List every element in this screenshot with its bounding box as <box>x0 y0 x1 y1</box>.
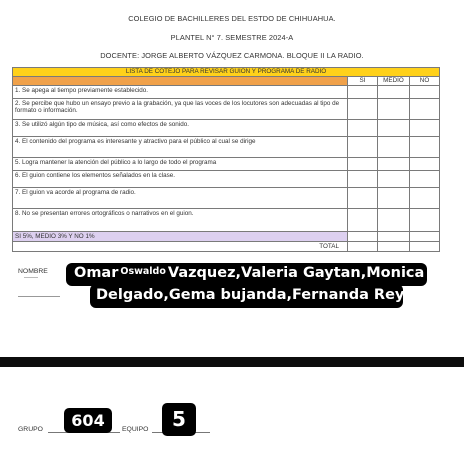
grupo-value: 604 <box>64 408 112 433</box>
cell-si <box>348 99 378 120</box>
cell-si <box>348 86 378 99</box>
equipo-label: EQUIPO <box>122 426 149 433</box>
scoring-legend: SI 5%, MEDIO 3% Y NO 1% <box>13 232 348 242</box>
checklist-table <box>12 67 440 252</box>
cell-no <box>410 188 440 209</box>
table-row <box>13 188 440 209</box>
nombre-label: NOMBRE <box>18 268 48 275</box>
cell-si <box>348 232 378 242</box>
names-rest-line-1: Vazquez,Valeria Gaytan,Monica <box>167 265 425 281</box>
nombre-stub-line <box>24 277 38 278</box>
criterion-2: 2. Se percibe que hubo un ensayo previo a la grabación, ya que las voces de los locutores son adecuadas al tipo de formato o información. <box>13 99 348 120</box>
nombre-underline <box>18 296 60 297</box>
names-box-line-2 <box>90 284 423 308</box>
cell-medio <box>378 86 410 99</box>
grupo-label: GRUPO <box>18 426 43 433</box>
name-omar: Omar <box>74 265 119 281</box>
cell-si <box>348 137 378 158</box>
divider-band <box>0 357 464 367</box>
cell-medio <box>378 209 410 232</box>
cell-no <box>410 171 440 188</box>
cell-medio <box>378 188 410 209</box>
criterion-3: 3. Se utilizó algún tipo de música, así como efectos de sonido. <box>13 120 348 137</box>
column-no: NO <box>410 77 440 86</box>
total-si <box>348 242 378 252</box>
cell-no <box>410 86 440 99</box>
table-row <box>13 171 440 188</box>
school-name: COLEGIO DE BACHILLERES DEL ESTDO DE CHIHUAHUA. <box>128 14 336 23</box>
plantel-semester: PLANTEL N° 7. SEMESTRE 2024-A <box>170 33 294 42</box>
criterion-6: 6. El guion contiene los elementos señalados en la clase. <box>13 171 348 188</box>
cell-no <box>410 209 440 232</box>
cell-si <box>348 209 378 232</box>
equipo-value: 5 <box>162 403 196 436</box>
column-medio: MEDIO <box>378 77 410 86</box>
cell-no <box>410 120 440 137</box>
total-no <box>410 242 440 252</box>
cell-si <box>348 120 378 137</box>
criterion-1: 1. Se apega al tiempo previamente establecido. <box>13 86 348 99</box>
name-oswaldo: Oswaldo <box>120 266 166 277</box>
criterion-8: 8. No se presentan errores ortográficos o narrativos en el guion. <box>13 209 348 232</box>
cell-medio <box>378 171 410 188</box>
docente-line: DOCENTE: JORGE ALBERTO VÁZQUEZ CARMONA. BLOQUE II LA RADIO. <box>100 51 364 60</box>
cell-no <box>410 137 440 158</box>
cell-no <box>410 99 440 120</box>
cell-si <box>348 158 378 171</box>
table-row <box>13 120 440 137</box>
cell-medio <box>378 99 410 120</box>
names-line-2: Delgado,Gema bujanda,Fernanda Reyes <box>96 287 423 303</box>
criterion-4: 4. El contenido del programa es interesante y atractivo para el público al cual se dirige <box>13 137 348 158</box>
cell-no <box>410 232 440 242</box>
checklist-title: LISTA DE COTEJO PARA REVISAR GUION Y PROGRAMA DE RADIO <box>13 68 440 77</box>
header-orange-cell <box>13 77 348 86</box>
criterion-7: 7. El guion va acorde al programa de radio. <box>13 188 348 209</box>
table-row <box>13 209 440 232</box>
table-row <box>13 99 440 120</box>
column-si: SI <box>348 77 378 86</box>
criterion-5: 5. Logra mantener la atención del público a lo largo de todo el programa <box>13 158 348 171</box>
cell-si <box>348 171 378 188</box>
cell-medio <box>378 158 410 171</box>
table-row <box>13 86 440 99</box>
names-box-line-1 <box>66 263 427 286</box>
table-row <box>13 158 440 171</box>
cell-medio <box>378 120 410 137</box>
cell-medio <box>378 232 410 242</box>
table-row <box>13 137 440 158</box>
total-label: TOTAL <box>13 242 348 252</box>
cell-si <box>348 188 378 209</box>
cell-no <box>410 158 440 171</box>
total-medio <box>378 242 410 252</box>
cell-medio <box>378 137 410 158</box>
